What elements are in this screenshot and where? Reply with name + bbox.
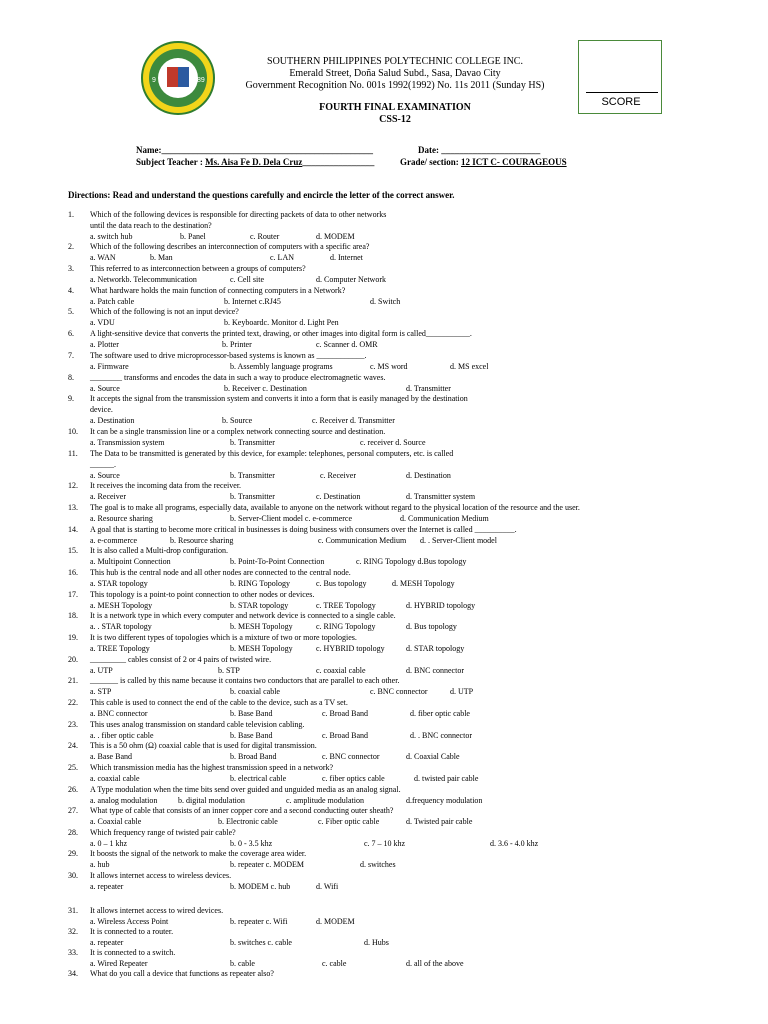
answer-option[interactable]: a. Wired Repeater bbox=[90, 959, 148, 968]
answer-option[interactable]: b. STP bbox=[218, 666, 240, 675]
question-text: It allows internet access to wireless devices. bbox=[90, 871, 232, 880]
question-text: Which transmission media has the highest transmission speed in a network? bbox=[90, 763, 334, 772]
question-number: 1. bbox=[68, 210, 74, 219]
answer-option[interactable]: c. Destination bbox=[316, 492, 361, 501]
question-number: 27. bbox=[68, 806, 78, 815]
question-text: It is two different types of topologies which is a mixture of two or more topologies. bbox=[90, 633, 357, 642]
answer-option[interactable]: b. 0 - 3.5 khz bbox=[230, 839, 273, 848]
question-text: A goal that is starting to become more critical in businesses is doing business with consumers over the Internet is called __________. bbox=[90, 525, 517, 534]
score-label: SCORE bbox=[601, 96, 641, 108]
question-text: This uses analog transmission on standard cable television cabling. bbox=[90, 720, 305, 729]
exam-title: FOURTH FINAL EXAMINATION bbox=[319, 102, 471, 113]
question-number: 2. bbox=[68, 242, 74, 251]
question-number: 11. bbox=[68, 449, 78, 458]
svg-text:9: 9 bbox=[152, 77, 156, 84]
answer-option[interactable]: b. MESH Topology bbox=[230, 622, 293, 631]
answer-option[interactable]: c. Broad Band bbox=[322, 731, 368, 740]
answer-option[interactable]: a. WAN bbox=[90, 253, 116, 262]
question-number: 18. bbox=[68, 611, 78, 620]
answer-option[interactable]: c. receiver d. Source bbox=[360, 438, 426, 447]
question-number: 14. bbox=[68, 525, 78, 534]
answer-option[interactable]: c. Communication Medium bbox=[318, 536, 407, 545]
answer-option[interactable]: d. Twisted pair cable bbox=[406, 817, 473, 826]
date-field[interactable]: Date: ______________________ bbox=[418, 145, 541, 155]
answer-option[interactable]: c. BNC connector bbox=[322, 752, 380, 761]
question-number: 17. bbox=[68, 590, 78, 599]
question-number: 12. bbox=[68, 481, 78, 490]
answer-option[interactable]: b. cable bbox=[230, 959, 255, 968]
answer-option[interactable]: d. Destination bbox=[406, 471, 451, 480]
question-number: 22. bbox=[68, 698, 78, 707]
answer-option[interactable]: b. Source bbox=[222, 416, 253, 425]
score-underline bbox=[586, 92, 658, 93]
answer-option[interactable]: c. BNC connector bbox=[370, 687, 428, 696]
question-text: Which frequency range of twisted pair cable? bbox=[90, 828, 236, 837]
answer-option[interactable]: d. all of the above bbox=[406, 959, 464, 968]
question-text: It can be a single transmission line or a complex network connecting source and destination. bbox=[90, 427, 386, 436]
question-text: It is connected to a switch. bbox=[90, 948, 176, 957]
question-text: A Type modulation when the time bits send over guided and unguided media as an analog signal. bbox=[90, 785, 401, 794]
answer-option[interactable]: c. LAN bbox=[270, 253, 294, 262]
answer-option[interactable]: b. switches c. cable bbox=[230, 938, 292, 947]
answer-option[interactable]: a. Source bbox=[90, 471, 120, 480]
answer-option[interactable]: d. Wifi bbox=[316, 882, 339, 891]
question-text: _________ cables consist of 2 or 4 pairs of twisted wire. bbox=[90, 655, 272, 664]
question-number: 31. bbox=[68, 906, 78, 915]
answer-option[interactable]: d. MODEM bbox=[316, 917, 355, 926]
school-address: Emerald Street, Doña Salud Subd., Sasa, Davao City bbox=[289, 68, 501, 79]
teacher-line: ________________ bbox=[302, 157, 375, 167]
answer-option[interactable]: a. switch hub bbox=[90, 232, 133, 241]
answer-option[interactable]: a. STAR topology bbox=[90, 579, 148, 588]
answer-option[interactable]: c. Fiber optic cable bbox=[318, 817, 380, 826]
question-text: It allows internet access to wired devices. bbox=[90, 906, 224, 915]
question-number: 30. bbox=[68, 871, 78, 880]
question-number: 7. bbox=[68, 351, 74, 360]
question-text-continued: ______. bbox=[90, 460, 116, 469]
answer-option[interactable]: d. . Server-Client model bbox=[420, 536, 497, 545]
answer-option[interactable]: b. Server-Client model c. e-commerce bbox=[230, 514, 353, 523]
answer-option[interactable]: d. . BNC connector bbox=[410, 731, 472, 740]
answer-option[interactable]: a. hub bbox=[90, 860, 110, 869]
answer-option[interactable]: d. Transmitter system bbox=[406, 492, 476, 501]
question-number: 28. bbox=[68, 828, 78, 837]
answer-option[interactable]: d. MS excel bbox=[450, 362, 489, 371]
answer-option[interactable]: b. MESH Topology bbox=[230, 644, 293, 653]
teacher-name: Ms. Aisa Fe D. Dela Cruz bbox=[205, 157, 303, 167]
subject-teacher bbox=[136, 157, 374, 168]
answer-option[interactable]: a. . fiber optic cable bbox=[90, 731, 154, 740]
question-text: It receives the incoming data from the receiver. bbox=[90, 481, 242, 490]
grade-label: Grade/ section: bbox=[400, 157, 459, 167]
question-text: This topology is a point-to point connection to other nodes or devices. bbox=[90, 590, 315, 599]
question-number: 33. bbox=[68, 948, 78, 957]
question-text: This cable is used to connect the end of the cable to the device, such as a TV set. bbox=[90, 698, 348, 707]
grade-value: 12 ICT C- COURAGEOUS bbox=[461, 157, 567, 167]
answer-option[interactable]: b. STAR topology bbox=[230, 601, 289, 610]
answer-option[interactable]: b. Transmitter bbox=[230, 438, 275, 447]
answer-option[interactable]: b. Point-To-Point Connection bbox=[230, 557, 325, 566]
answer-option[interactable]: a. Destination bbox=[90, 416, 135, 425]
school-name: SOUTHERN PHILIPPINES POLYTECHNIC COLLEGE INC. bbox=[267, 56, 523, 67]
question-number: 5. bbox=[68, 307, 74, 316]
question-number: 6. bbox=[68, 329, 74, 338]
answer-option[interactable]: c. Receiver bbox=[320, 471, 356, 480]
answer-option[interactable]: d.frequency modulation bbox=[406, 796, 483, 805]
answer-option[interactable]: b. Receiver c. Destination bbox=[224, 384, 307, 393]
answer-option[interactable]: d. UTP bbox=[450, 687, 474, 696]
answer-option[interactable]: a. Networkb. Telecommunication bbox=[90, 275, 197, 284]
answer-option[interactable]: c. amplitude modulation bbox=[286, 796, 364, 805]
answer-option[interactable]: d. switches bbox=[360, 860, 396, 869]
question-text: This referred to as interconnection between a groups of computers? bbox=[90, 264, 306, 273]
question-number: 34. bbox=[68, 969, 78, 978]
question-text: A light-sensitive device that converts the printed text, drawing, or other images into digital form is called___________. bbox=[90, 329, 472, 338]
question-text: The goal is to make all programs, especially data, available to anyone on the network without regard to the physical location of the resource and the user. bbox=[90, 503, 580, 512]
answer-option[interactable]: b. Transmitter bbox=[230, 471, 275, 480]
answer-option[interactable]: d. HYBRID topology bbox=[406, 601, 476, 610]
question-number: 13. bbox=[68, 503, 78, 512]
question-text: Which of the following describes an interconnection of computers with a specific area? bbox=[90, 242, 370, 251]
answer-option[interactable]: c. coaxial cable bbox=[316, 666, 366, 675]
answer-option[interactable]: d. Bus topology bbox=[406, 622, 457, 631]
answer-option[interactable]: a. coaxial cable bbox=[90, 774, 140, 783]
answer-option[interactable]: b. Man bbox=[150, 253, 173, 262]
answer-option[interactable]: b. Broad Band bbox=[230, 752, 277, 761]
question-number: 8. bbox=[68, 373, 74, 382]
answer-option[interactable]: d. 3.6 - 4.0 khz bbox=[490, 839, 539, 848]
question-text: What hardware holds the main function of connecting computers in a Network? bbox=[90, 286, 346, 295]
question-number: 9. bbox=[68, 394, 74, 403]
answer-option[interactable]: d. Coaxial Cable bbox=[406, 752, 460, 761]
answer-option[interactable]: c. 7 – 10 khz bbox=[364, 839, 406, 848]
question-text: It is also called a Multi-drop configuration. bbox=[90, 546, 228, 555]
answer-option[interactable]: a. VDU bbox=[90, 318, 115, 327]
answer-option[interactable]: a. Wireless Access Point bbox=[90, 917, 169, 926]
question-text: This hub is the central node and all other nodes are connected to the central node. bbox=[90, 568, 351, 577]
question-number: 3. bbox=[68, 264, 74, 273]
answer-option[interactable]: c. Cell site bbox=[230, 275, 264, 284]
answer-option[interactable]: a. analog modulation bbox=[90, 796, 158, 805]
answer-option[interactable]: c. Receiver d. Transmitter bbox=[312, 416, 395, 425]
answer-option[interactable]: c. RING Topology d.Bus topology bbox=[356, 557, 467, 566]
answer-option[interactable]: d. Computer Network bbox=[316, 275, 386, 284]
question-text: It is a network type in which every computer and network device is connected to a single cable. bbox=[90, 611, 396, 620]
directions: Directions: Read and understand the questions carefully and encircle the letter of the correct answer. bbox=[68, 190, 455, 200]
answer-option[interactable]: a. Firmware bbox=[90, 362, 129, 371]
answer-option[interactable]: d. Switch bbox=[370, 297, 401, 306]
question-text-continued: device. bbox=[90, 405, 113, 414]
answer-option[interactable]: c. Bus topology bbox=[316, 579, 367, 588]
answer-option[interactable]: b. Keyboardc. Monitor d. Light Pen bbox=[224, 318, 339, 327]
question-text: What do you call a device that functions as repeater also? bbox=[90, 969, 274, 978]
question-number: 26. bbox=[68, 785, 78, 794]
question-number: 23. bbox=[68, 720, 78, 729]
question-number: 15. bbox=[68, 546, 78, 555]
answer-option[interactable]: a. repeater bbox=[90, 882, 124, 891]
answer-option[interactable]: b. Panel bbox=[180, 232, 206, 241]
answer-option[interactable]: a. Source bbox=[90, 384, 120, 393]
answer-option[interactable]: a. Plotter bbox=[90, 340, 119, 349]
answer-option[interactable]: b. Printer bbox=[222, 340, 252, 349]
answer-option[interactable]: b. repeater c. Wifi bbox=[230, 917, 288, 926]
exam-subject: CSS-12 bbox=[379, 114, 411, 125]
answer-option[interactable]: d. MESH Topology bbox=[392, 579, 455, 588]
answer-option[interactable]: a. Receiver bbox=[90, 492, 126, 501]
question-number: 10. bbox=[68, 427, 78, 436]
question-number: 25. bbox=[68, 763, 78, 772]
answer-option[interactable]: a. e-commerce bbox=[90, 536, 138, 545]
answer-option[interactable]: a. repeater bbox=[90, 938, 124, 947]
school-recognition: Government Recognition No. 001s 1992(1992) No. 11s 2011 (Sunday HS) bbox=[245, 80, 545, 91]
answer-option[interactable]: a. TREE Topology bbox=[90, 644, 150, 653]
answer-option[interactable]: d. STAR topology bbox=[406, 644, 465, 653]
teacher-label: Subject Teacher : bbox=[136, 157, 203, 167]
answer-option[interactable]: c. TREE Topology bbox=[316, 601, 376, 610]
answer-option[interactable]: b. coaxial cable bbox=[230, 687, 280, 696]
answer-option[interactable]: c. HYBRID topology bbox=[316, 644, 385, 653]
answer-option[interactable]: a. BNC connector bbox=[90, 709, 148, 718]
answer-option[interactable]: a. Base Band bbox=[90, 752, 132, 761]
answer-option[interactable]: b. Resource sharing bbox=[170, 536, 234, 545]
answer-option[interactable]: b. Assembly language programs bbox=[230, 362, 333, 371]
question-number: 24. bbox=[68, 741, 78, 750]
answer-option[interactable]: a. Coaxial cable bbox=[90, 817, 142, 826]
answer-option[interactable]: b. MODEM c. hub bbox=[230, 882, 291, 891]
answer-option[interactable]: a. Transmission system bbox=[90, 438, 165, 447]
question-text: Which of the following devices is responsible for directing packets of data to other networks bbox=[90, 210, 387, 219]
answer-option[interactable]: a. . STAR topology bbox=[90, 622, 152, 631]
answer-option[interactable]: b. Electronic cable bbox=[218, 817, 278, 826]
answer-option[interactable]: d. Internet bbox=[330, 253, 363, 262]
answer-option[interactable]: c. Scanner d. OMR bbox=[316, 340, 378, 349]
answer-option[interactable]: c. fiber optics cable bbox=[322, 774, 385, 783]
answer-option[interactable]: a. MESH Topology bbox=[90, 601, 153, 610]
answer-option[interactable]: b. RING Topology bbox=[230, 579, 290, 588]
answer-option[interactable]: a. Multipoint Connection bbox=[90, 557, 171, 566]
answer-option[interactable]: b. Internet c.RJ45 bbox=[224, 297, 281, 306]
answer-option[interactable]: d. Transmitter bbox=[406, 384, 451, 393]
answer-option[interactable]: b. Transmitter bbox=[230, 492, 275, 501]
answer-option[interactable]: a. Patch cable bbox=[90, 297, 135, 306]
answer-option[interactable]: b. electrical cable bbox=[230, 774, 287, 783]
question-number: 20. bbox=[68, 655, 78, 664]
question-text: It accepts the signal from the transmission system and converts it into a form that is easily managed by the destination bbox=[90, 394, 468, 403]
answer-option[interactable]: d. MODEM bbox=[316, 232, 355, 241]
question-number: 29. bbox=[68, 849, 78, 858]
question-text: The Data to be transmitted is generated by this device, for example: telephones, personal computers, etc. is called bbox=[90, 449, 454, 458]
question-text: Which of the following is not an input device? bbox=[90, 307, 239, 316]
answer-option[interactable]: d. twisted pair cable bbox=[414, 774, 479, 783]
question-text: What type of cable that consists of an inner copper core and a second conducting outer sheath? bbox=[90, 806, 394, 815]
name-field[interactable]: Name:_______________________________________________ bbox=[136, 145, 373, 155]
question-text: This is a 50 ohm (Ω) coaxial cable that is used for digital transmission. bbox=[90, 741, 317, 750]
answer-option[interactable]: a. UTP bbox=[90, 666, 113, 675]
answer-option[interactable]: a. STP bbox=[90, 687, 112, 696]
grade-section bbox=[400, 157, 567, 168]
answer-option[interactable]: d. Communication Medium bbox=[400, 514, 489, 523]
question-number: 19. bbox=[68, 633, 78, 642]
answer-option[interactable]: d. fiber optic cable bbox=[410, 709, 470, 718]
question-text: It is connected to a router. bbox=[90, 927, 174, 936]
answer-option[interactable]: d. Hubs bbox=[364, 938, 389, 947]
answer-option[interactable]: c. Router bbox=[250, 232, 280, 241]
answer-option[interactable]: a. 0 – 1 khz bbox=[90, 839, 128, 848]
answer-option[interactable]: a. Resource sharing bbox=[90, 514, 153, 523]
answer-option[interactable]: b. repeater c. MODEM bbox=[230, 860, 304, 869]
question-number: 4. bbox=[68, 286, 74, 295]
answer-option[interactable]: b. Base Band bbox=[230, 709, 273, 718]
answer-option[interactable]: c. cable bbox=[322, 959, 347, 968]
question-number: 21. bbox=[68, 676, 78, 685]
answer-option[interactable]: b. Base Band bbox=[230, 731, 273, 740]
answer-option[interactable]: d. BNC connector bbox=[406, 666, 464, 675]
answer-option[interactable]: c. Broad Band bbox=[322, 709, 368, 718]
question-text: The software used to drive microprocessor-based systems is known as ____________. bbox=[90, 351, 367, 360]
question-text: _______ is called by this name because it contains two conductors that are parallel to each other. bbox=[90, 676, 400, 685]
question-text: ________ transforms and encodes the data in such a way to produce electromagnetic waves. bbox=[90, 373, 386, 382]
question-text-continued: until the data reach to the destination? bbox=[90, 221, 212, 230]
answer-option[interactable]: c. MS word bbox=[370, 362, 408, 371]
question-number: 16. bbox=[68, 568, 78, 577]
question-text: It boosts the signal of the network to make the coverage area wider. bbox=[90, 849, 307, 858]
answer-option[interactable]: b. digital modulation bbox=[178, 796, 245, 805]
question-number: 32. bbox=[68, 927, 78, 936]
answer-option[interactable]: c. RING Topology bbox=[316, 622, 376, 631]
svg-text:89: 89 bbox=[197, 77, 205, 84]
